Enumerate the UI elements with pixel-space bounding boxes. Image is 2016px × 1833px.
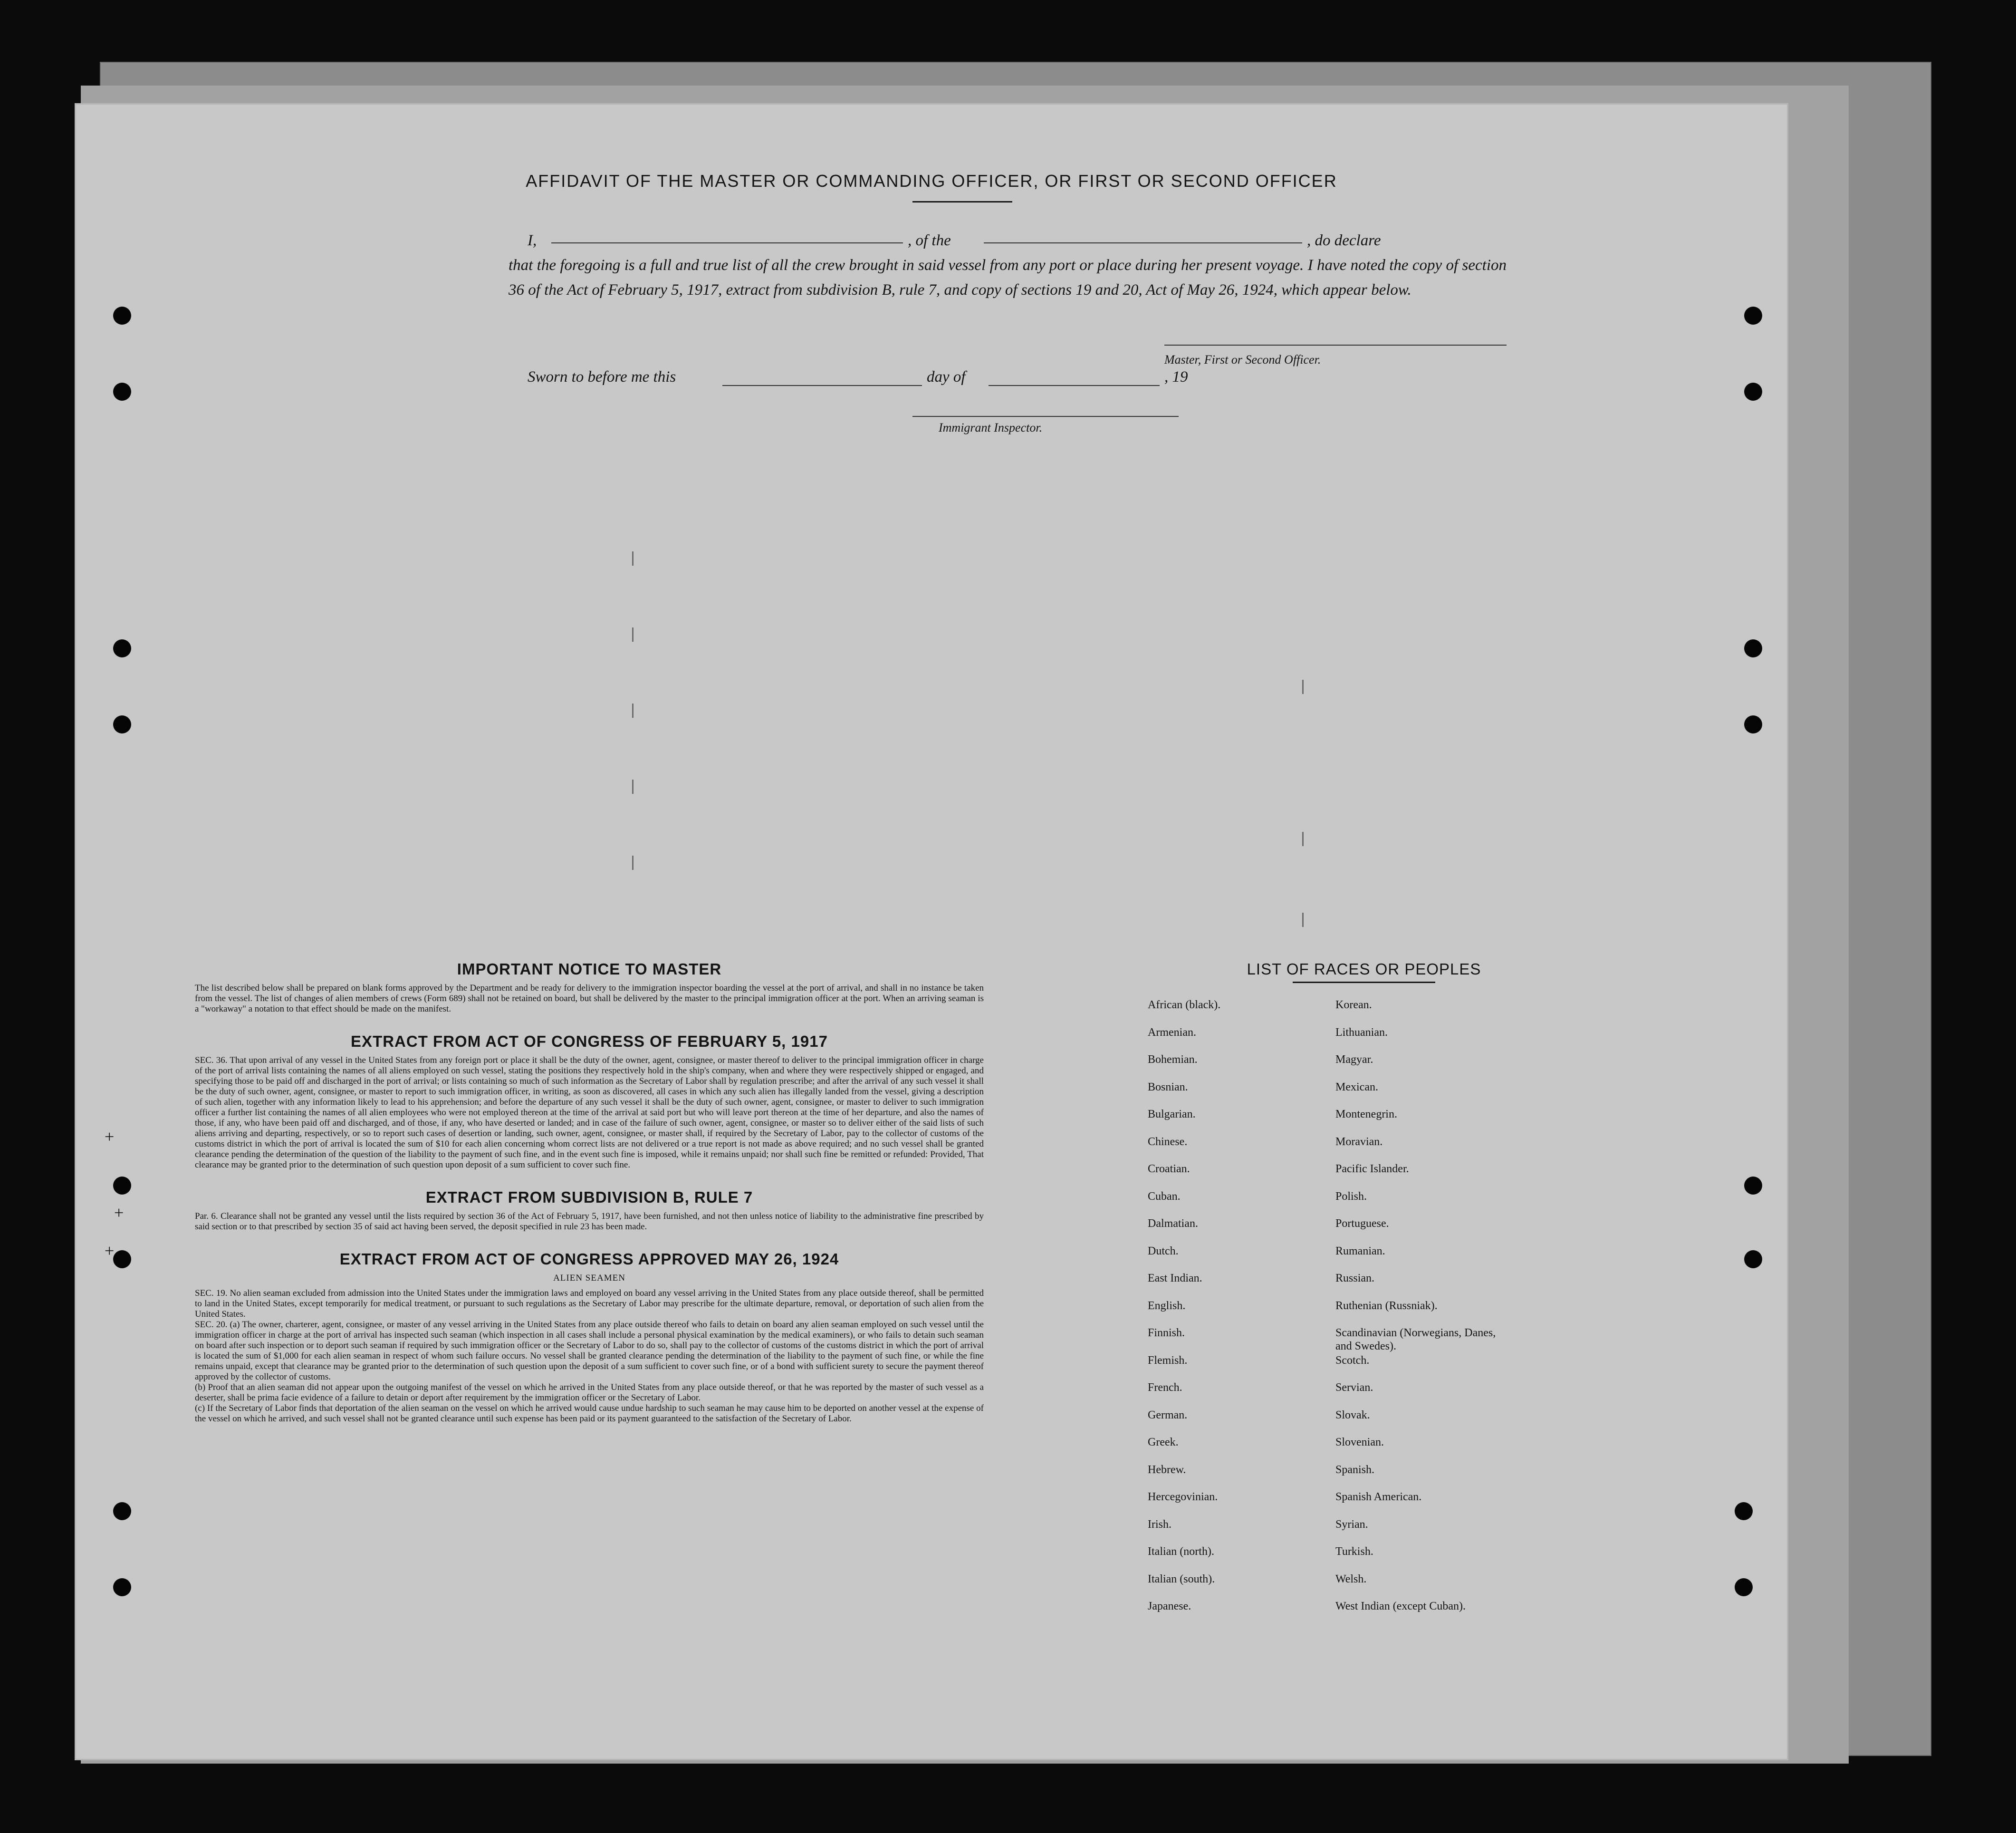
race-item: German.	[1148, 1409, 1188, 1421]
race-item: Polish.	[1335, 1190, 1367, 1203]
sec-20c-text: (c) If the Secretary of Labor finds that deportation of the alien seaman on the vessel on which he arrived would cause undue hardship to such seaman he may cause him to be deported on another vessel at the expense of the vessel on which he arrived, and such vessel shall not be granted clearance until such expense has been paid or its payment guaranteed to the satisfaction of the Secretary of Labor.	[195, 1403, 984, 1424]
vessel-blank[interactable]	[984, 228, 1302, 243]
inspector-signature-line[interactable]	[912, 416, 1179, 417]
races-title-underline	[1293, 982, 1435, 983]
bleed-mark	[632, 627, 634, 642]
race-item: Italian (south).	[1148, 1573, 1215, 1585]
race-item: Ruthenian (Russniak).	[1335, 1299, 1438, 1312]
sec-19-text: SEC. 19. No alien seaman excluded from admission into the United States under the immigration laws and employed on board any vessel arriving in the United States from any place outside thereof, shall be permitted to land in the United States, except temporarily for medical treatment, or pursuant to such regulations as the Secretary of Labor may prescribe for the ultimate departure, removal, or deportation of such alien from the United States.	[195, 1288, 984, 1319]
affidavit-title: AFFIDAVIT OF THE MASTER OR COMMANDING OFFICER, OR FIRST OR SECOND OFFICER	[526, 171, 1337, 191]
extract-1917-heading: EXTRACT FROM ACT OF CONGRESS OF FEBRUARY 5, 1917	[351, 1032, 828, 1050]
notice-heading: IMPORTANT NOTICE TO MASTER	[457, 960, 722, 978]
extract-rule7-text: Par. 6. Clearance shall not be granted any vessel until the lists required by section 36 of the Act of February 5, 1917, have been furnished, and not then unless notice of liability to the administrative fine prescribed by said section or to that prescribed by section 35 of said act having been served, the deposit specified in rule 23 has been made.	[195, 1211, 984, 1232]
affidavit-body: that the foregoing is a full and true list of all the crew brought in said vessel from any port or place during her present voyage. I have noted the copy of section 36 of the Act of February 5, 1917, extract from subdivision B, rule 7, and copy of sections 19 and 20, Act of May 26, 1924, which appear below.	[509, 257, 1507, 299]
race-item: Spanish.	[1335, 1463, 1375, 1476]
manifest-page	[76, 105, 1787, 1759]
races-left-list	[1148, 998, 1220, 1627]
notices-column	[195, 960, 984, 1424]
sworn-date-blank[interactable]	[722, 371, 922, 386]
bleed-mark	[632, 780, 634, 794]
sworn-month-blank[interactable]	[989, 371, 1160, 386]
punch-hole	[1735, 1578, 1753, 1596]
sec-20-text: SEC. 20. (a) The owner, charterer, agent, consignee, or master of any vessel arriving in the United States from any place outside thereof who fails to detain on board any alien seaman employed on such vessel until the immigration officer in charge at the port of arrival has inspected such seaman (which inspection in all cases shall include a personal physical examination by the medical examiners), or who fails to detain such seaman on board after such inspection or to deport such seaman if required by such immigration officer or the Secretary of Labor to do so, shall pay to the collector of customs of the customs district in which the port of arrival is located the sum of $1,000 for each alien seaman in respect of whom such failure occurs. No vessel shall be granted clearance pending the determination of the liability to the payment of such fine, or while the fine remains unpaid, except that clearance may be granted prior to the determination of such question upon the deposit of a sum sufficient to cover such fine, or of a bond with sufficient surety to secure the payment thereof approved by the collector of customs.	[195, 1320, 984, 1382]
race-item: Spanish American.	[1335, 1491, 1422, 1503]
race-item: Lithuanian.	[1335, 1026, 1388, 1039]
punch-hole	[113, 1502, 131, 1520]
name-blank[interactable]	[551, 228, 903, 243]
race-item: Moravian.	[1335, 1135, 1383, 1148]
extract-1924-heading: EXTRACT FROM ACT OF CONGRESS APPROVED MAY 26, 1924	[339, 1250, 839, 1268]
punch-hole	[113, 1250, 131, 1268]
title-underline	[912, 201, 1012, 203]
punch-hole	[1744, 383, 1762, 401]
race-item: Mexican.	[1335, 1081, 1378, 1093]
affidavit-declare: , do declare	[1307, 232, 1381, 249]
race-item: Japanese.	[1148, 1600, 1191, 1612]
race-item: Hercegovinian.	[1148, 1491, 1218, 1503]
race-item: African (black).	[1148, 999, 1221, 1011]
punch-hole	[113, 1177, 131, 1195]
extract-rule7-heading: EXTRACT FROM SUBDIVISION B, RULE 7	[425, 1188, 753, 1206]
punch-hole	[113, 307, 131, 325]
race-item: Irish.	[1148, 1518, 1171, 1531]
race-item: Armenian.	[1148, 1026, 1196, 1039]
master-signature-caption: Master, First or Second Officer.	[1164, 353, 1321, 367]
race-item: Flemish.	[1148, 1354, 1188, 1367]
alien-seamen-subheading: ALIEN SEAMEN	[553, 1273, 625, 1283]
affidavit-of-the: , of the	[908, 232, 951, 249]
race-item: Finnish.	[1148, 1327, 1185, 1339]
affidavit-first-line	[509, 228, 1507, 253]
race-item: Welsh.	[1335, 1573, 1367, 1585]
race-item: East Indian.	[1148, 1272, 1202, 1284]
races-title: LIST OF RACES OR PEOPLES	[1247, 960, 1481, 978]
races-right-list	[1335, 998, 1507, 1627]
race-item: Dutch.	[1148, 1245, 1179, 1257]
race-item: English.	[1148, 1299, 1186, 1312]
margin-mark: +	[114, 1203, 124, 1222]
race-item: Montenegrin.	[1335, 1108, 1397, 1120]
race-item: Bulgarian.	[1148, 1108, 1196, 1120]
race-item: Slovak.	[1335, 1409, 1370, 1421]
race-item: Cuban.	[1148, 1190, 1181, 1203]
punch-hole	[1744, 307, 1762, 325]
race-item: Scandinavian (Norwegians, Danes, and Swedes).	[1335, 1327, 1496, 1352]
extract-1917-text: SEC. 36. That upon arrival of any vessel in the United States from any foreign port or place it shall be the duty of the owner, agent, consignee, or master thereof to deliver to the principal immigration officer in charge of the port of arrival lists containing the names of all aliens employed on such vessel, stating the positions they respectively hold in the ship's company, when and where they were respectively shipped or engaged, and specifying those to be paid off and discharged in the port of arrival; or lists containing so much of such information as the Secretary of Labor shall by regulation prescribe; and after the arrival of any such vessel it shall be the duty of such owner, agent, consignee, or master to report to such immigration officer, in writing, as soon as discovered, all cases in which any such alien has illegally landed from the vessel, giving a description of such alien, together with any information likely to lead to his apprehension; and before the departure of any such vessel it shall be the duty of such owner, agent, consignee, or master to deliver to such immigration officer a further list containing the names of all alien employees who were not employed thereon at the time of the arrival at said port but who will leave port thereon at the time of her departure, and also the names of those, if any, who have been paid off and discharged, and of those, if any, who have deserted or landed; and in case of the failure of such owner, agent, consignee, or master so to deliver either of the said lists of such aliens arriving and departing, respectively, or so to report such cases of desertion or landing, such owner, agent, consignee, or master shall, if required by the Secretary of Labor, pay to the collector of customs of the customs district in which the port of arrival is located the sum of $10 for each alien concerning whom correct lists are not delivered or a true report is not made as above required; and no such vessel shall be granted clearance pending the determination of the question of the liability to the payment of such fine, and in the event such fine is imposed, while it remains unpaid; nor shall such fine be remitted or refunded: Provided, That clearance may be granted prior to the determination of such question upon deposit of a sum sufficient to cover such fine.	[195, 1055, 984, 1170]
sworn-day-of: day of	[927, 368, 966, 386]
punch-hole	[113, 383, 131, 401]
punch-hole	[1744, 1250, 1762, 1268]
race-item: Magyar.	[1335, 1053, 1373, 1066]
race-item: Chinese.	[1148, 1135, 1188, 1148]
punch-hole	[1735, 1502, 1753, 1520]
punch-hole	[1744, 715, 1762, 733]
race-item: Italian (north).	[1148, 1545, 1214, 1558]
bleed-mark	[632, 704, 634, 718]
margin-mark: +	[105, 1241, 115, 1260]
notice-text: The list described below shall be prepared on blank forms approved by the Department and be ready for delivery to the immigration inspector boarding the vessel at the port of arrival, and shall in no instance be taken from the vessel. The list of changes of alien members of crews (Form 689) shall not be retained on board, but shall be delivered by the master to the principal immigration officer at the port. When an arriving seaman is a "workaway" a notation to that effect should be made on the manifest.	[195, 983, 984, 1014]
race-item: West Indian (except Cuban).	[1335, 1600, 1466, 1612]
punch-hole	[113, 1578, 131, 1596]
race-item: Korean.	[1335, 999, 1372, 1011]
race-item: Pacific Islander.	[1335, 1163, 1409, 1175]
race-item: Rumanian.	[1335, 1245, 1385, 1257]
punch-hole	[113, 639, 131, 657]
bleed-mark	[1302, 913, 1304, 927]
race-item: Bosnian.	[1148, 1081, 1188, 1093]
race-item: Greek.	[1148, 1436, 1179, 1448]
affidavit-text	[509, 228, 1507, 302]
race-item: Bohemian.	[1148, 1053, 1198, 1066]
master-signature-line[interactable]	[1164, 345, 1507, 346]
affidavit-i: I,	[528, 232, 537, 249]
punch-hole	[113, 715, 131, 733]
race-item: Turkish.	[1335, 1545, 1373, 1558]
race-item: Dalmatian.	[1148, 1217, 1198, 1230]
bleed-mark	[632, 551, 634, 566]
punch-hole	[1744, 639, 1762, 657]
sec-20b-text: (b) Proof that an alien seaman did not appear upon the outgoing manifest of the vessel on which he arrived in the United States from any place outside thereof, or that he was reported by the master of such vessel as a deserter, shall be prima facie evidence of a failure to detain or deport after requirement by the immigration officer or the Secretary of Labor.	[195, 1382, 984, 1403]
bleed-mark	[632, 856, 634, 870]
margin-mark: +	[105, 1127, 115, 1146]
bleed-mark	[1302, 832, 1304, 846]
bleed-mark	[1302, 680, 1304, 694]
race-item: Portuguese.	[1335, 1217, 1389, 1230]
race-item: French.	[1148, 1381, 1182, 1394]
race-item: Scotch.	[1335, 1354, 1370, 1367]
race-item: Croatian.	[1148, 1163, 1190, 1175]
inspector-caption: Immigrant Inspector.	[939, 421, 1043, 434]
race-item: Syrian.	[1335, 1518, 1368, 1531]
sworn-year: , 19	[1164, 368, 1188, 386]
race-item: Servian.	[1335, 1381, 1373, 1394]
race-item: Russian.	[1335, 1272, 1375, 1284]
punch-hole	[1744, 1177, 1762, 1195]
sworn-prefix: Sworn to before me this	[528, 368, 676, 386]
race-item: Hebrew.	[1148, 1463, 1186, 1476]
race-item: Slovenian.	[1335, 1436, 1384, 1448]
